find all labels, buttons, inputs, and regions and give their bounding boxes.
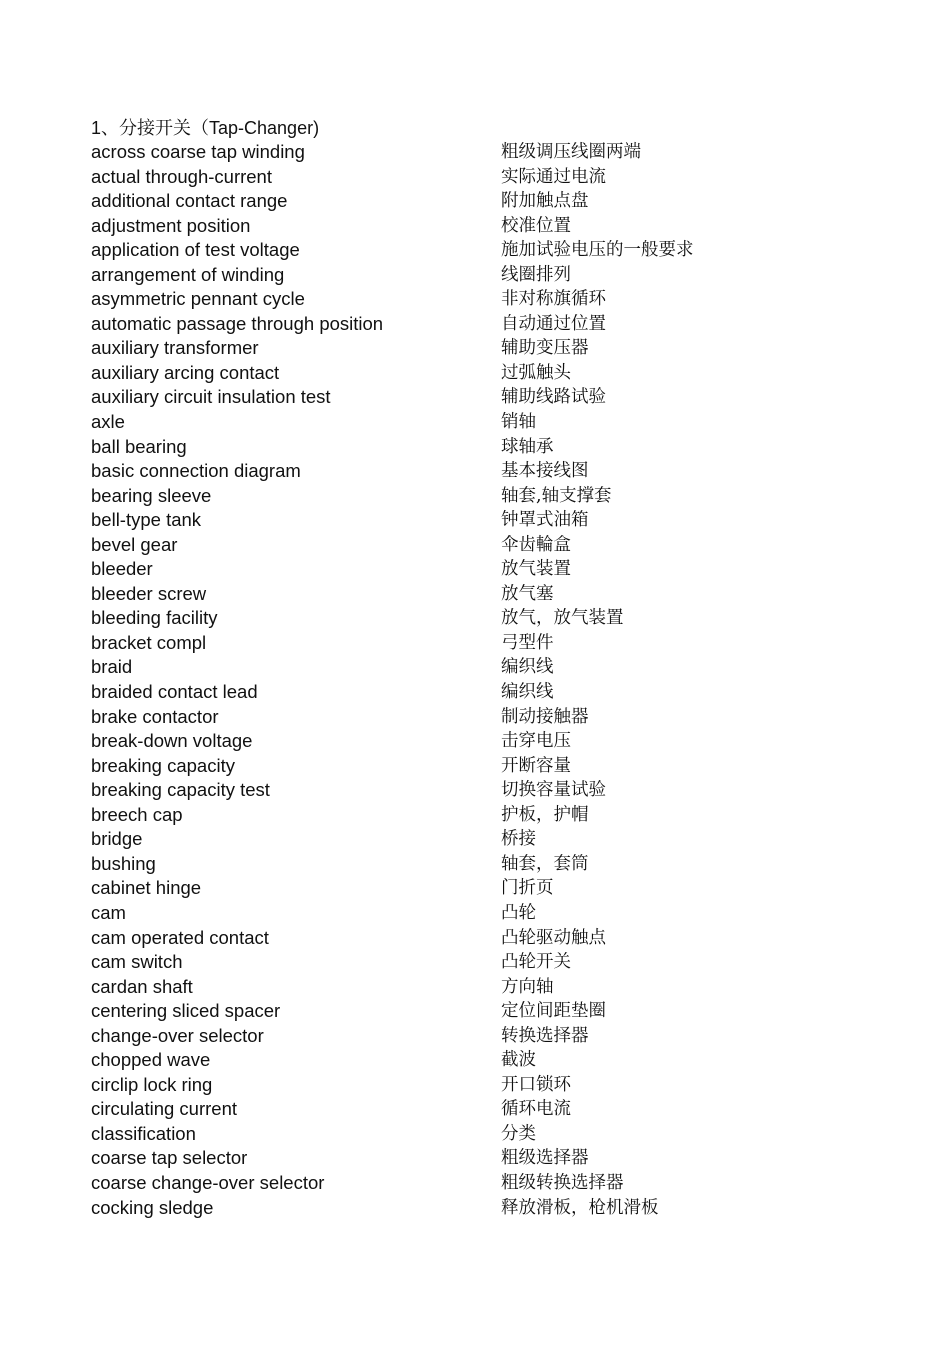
glossary-translation: 截波	[501, 1050, 536, 1071]
section-heading: 1、分接开关（Tap-Changer)	[91, 118, 320, 138]
glossary-translation: 非对称旗循环	[501, 289, 606, 310]
glossary-term: classification	[91, 1122, 196, 1144]
glossary-translation: 切换容量试验	[501, 780, 606, 801]
glossary-term: bevel gear	[91, 533, 178, 555]
glossary-entry	[0, 729, 950, 754]
glossary-entry	[0, 778, 950, 803]
glossary-translation: 定位间距垫圈	[501, 1001, 606, 1022]
glossary-entry	[0, 754, 950, 779]
glossary-entry	[0, 189, 950, 214]
glossary-term: axle	[91, 411, 125, 433]
glossary-translation: 线圈排列	[501, 264, 571, 285]
glossary-entry	[0, 1097, 950, 1122]
glossary-term: centering sliced spacer	[91, 1000, 281, 1022]
glossary-translation: 辅助线路试验	[501, 387, 606, 408]
glossary-translation: 编织线	[501, 682, 554, 703]
glossary-entry	[0, 336, 950, 361]
glossary-term: chopped wave	[91, 1049, 211, 1071]
glossary-entry	[0, 1171, 950, 1196]
glossary-term: ball bearing	[91, 435, 187, 457]
glossary-entry	[0, 901, 950, 926]
glossary-term: bracket compl	[91, 631, 207, 653]
glossary-translation: 击穿电压	[501, 731, 571, 752]
glossary-term: brake contactor	[91, 705, 219, 727]
glossary-entry	[0, 312, 950, 337]
glossary-term: circulating current	[91, 1098, 238, 1120]
glossary-translation: 方向轴	[501, 976, 554, 997]
glossary-term: asymmetric pennant cycle	[91, 288, 305, 310]
glossary-translation: 实际通过电流	[501, 166, 606, 187]
glossary-entry	[0, 655, 950, 680]
glossary-term: bleeding facility	[91, 607, 218, 629]
glossary-translation: 销轴	[501, 412, 536, 433]
glossary-translation: 轴套，套筒	[501, 853, 589, 874]
glossary-translation: 校准位置	[501, 215, 571, 236]
glossary-entry	[0, 852, 950, 877]
glossary-term: circlip lock ring	[91, 1073, 213, 1095]
glossary-term: breaking capacity	[91, 754, 235, 776]
glossary-translation: 过弧触头	[501, 362, 571, 383]
glossary-term: bridge	[91, 828, 143, 850]
glossary-term: cam	[91, 901, 126, 923]
glossary-translation: 开断容量	[501, 755, 571, 776]
glossary-translation: 凸轮	[501, 902, 536, 923]
glossary-term: application of test voltage	[91, 239, 300, 261]
glossary-term: cocking sledge	[91, 1196, 214, 1218]
glossary-translation: 放气塞	[501, 583, 554, 604]
glossary-term: basic connection diagram	[91, 460, 301, 482]
glossary-entry	[0, 1196, 950, 1221]
glossary-entry	[0, 238, 950, 263]
glossary-term: cardan shaft	[91, 975, 193, 997]
glossary-entry	[0, 1146, 950, 1171]
glossary-translation: 放气装置	[501, 559, 571, 580]
glossary-entry	[0, 214, 950, 239]
glossary-translation: 门折页	[501, 878, 554, 899]
glossary-term: change-over selector	[91, 1024, 264, 1046]
glossary-term: coarse tap selector	[91, 1147, 248, 1169]
glossary-entry	[0, 557, 950, 582]
glossary-term: actual through-current	[91, 165, 272, 187]
glossary-translation: 轴套,轴支撑套	[501, 485, 612, 506]
glossary-entry	[0, 410, 950, 435]
glossary-entry	[0, 950, 950, 975]
glossary-translation: 粗级调压线圈两端	[501, 142, 641, 162]
glossary-entry	[0, 361, 950, 386]
glossary-translation: 分类	[501, 1123, 536, 1144]
glossary-translation: 弓型件	[501, 632, 554, 653]
glossary-term: break-down voltage	[91, 730, 253, 752]
glossary-translation: 编织线	[501, 657, 554, 678]
glossary-translation: 护板，护帽	[501, 804, 589, 825]
glossary-entry	[0, 999, 950, 1024]
glossary-term: bleeder screw	[91, 582, 207, 604]
glossary-term: bearing sleeve	[91, 484, 212, 506]
glossary-term: arrangement of winding	[91, 263, 285, 285]
glossary-translation: 开口锁环	[501, 1074, 571, 1095]
glossary-term: auxiliary transformer	[91, 337, 259, 359]
glossary-entry	[0, 680, 950, 705]
glossary-translation: 凸轮开关	[501, 952, 571, 973]
glossary-entry	[0, 263, 950, 288]
glossary-entry	[0, 1073, 950, 1098]
glossary-translation: 释放滑板，枪机滑板	[501, 1197, 659, 1218]
glossary-entry	[0, 533, 950, 558]
glossary-term: bleeder	[91, 558, 153, 580]
glossary-translation: 辅助变压器	[501, 338, 589, 359]
glossary-entry	[0, 165, 950, 190]
glossary-translation: 桥接	[501, 829, 536, 850]
glossary-term: breaking capacity test	[91, 779, 270, 801]
glossary-entry	[0, 287, 950, 312]
glossary-term: additional contact range	[91, 190, 288, 212]
glossary-term: cam operated contact	[91, 926, 269, 948]
glossary-entry	[0, 435, 950, 460]
glossary-entry	[0, 606, 950, 631]
glossary-term: auxiliary arcing contact	[91, 361, 280, 383]
glossary-term: braid	[91, 656, 133, 678]
glossary-entry	[0, 827, 950, 852]
glossary-translation: 附加触点盘	[501, 191, 589, 212]
glossary-entry	[0, 876, 950, 901]
glossary-entry	[0, 1048, 950, 1073]
glossary-entry	[0, 926, 950, 951]
glossary-entry	[0, 803, 950, 828]
glossary-term: automatic passage through position	[91, 312, 384, 334]
glossary-translation: 粗级选择器	[501, 1148, 589, 1169]
glossary-translation: 钟罩式油箱	[501, 510, 589, 531]
glossary-translation: 循环电流	[501, 1099, 571, 1120]
glossary-list	[0, 140, 950, 1220]
glossary-term: coarse change-over selector	[91, 1171, 325, 1193]
glossary-translation: 自动通过位置	[501, 313, 606, 334]
glossary-entry	[0, 385, 950, 410]
glossary-entry	[0, 631, 950, 656]
glossary-translation: 粗级转换选择器	[501, 1172, 624, 1193]
glossary-entry	[0, 484, 950, 509]
glossary-translation: 球轴承	[501, 436, 554, 457]
glossary-translation: 凸轮驱动触点	[501, 927, 606, 948]
glossary-term: adjustment position	[91, 214, 251, 236]
glossary-term: braided contact lead	[91, 681, 258, 703]
glossary-entry	[0, 459, 950, 484]
glossary-entry	[0, 508, 950, 533]
glossary-entry	[0, 582, 950, 607]
glossary-translation: 制动接触器	[501, 706, 589, 727]
glossary-entry	[0, 140, 950, 165]
glossary-term: breech cap	[91, 803, 183, 825]
glossary-term: auxiliary circuit insulation test	[91, 386, 331, 408]
glossary-entry	[0, 1122, 950, 1147]
glossary-term: cabinet hinge	[91, 877, 202, 899]
glossary-term: bell-type tank	[91, 509, 202, 531]
glossary-entry	[0, 705, 950, 730]
glossary-term: across coarse tap winding	[91, 141, 305, 162]
glossary-term: cam switch	[91, 951, 183, 973]
glossary-translation: 伞齿輪盒	[501, 534, 571, 555]
glossary-entry	[0, 975, 950, 1000]
glossary-translation: 施加试验电压的一般要求	[501, 240, 694, 261]
glossary-translation: 放气，放气装置	[501, 608, 624, 629]
glossary-entry	[0, 1024, 950, 1049]
glossary-translation: 转换选择器	[501, 1025, 589, 1046]
glossary-term: bushing	[91, 852, 156, 874]
glossary-translation: 基本接线图	[501, 461, 589, 482]
